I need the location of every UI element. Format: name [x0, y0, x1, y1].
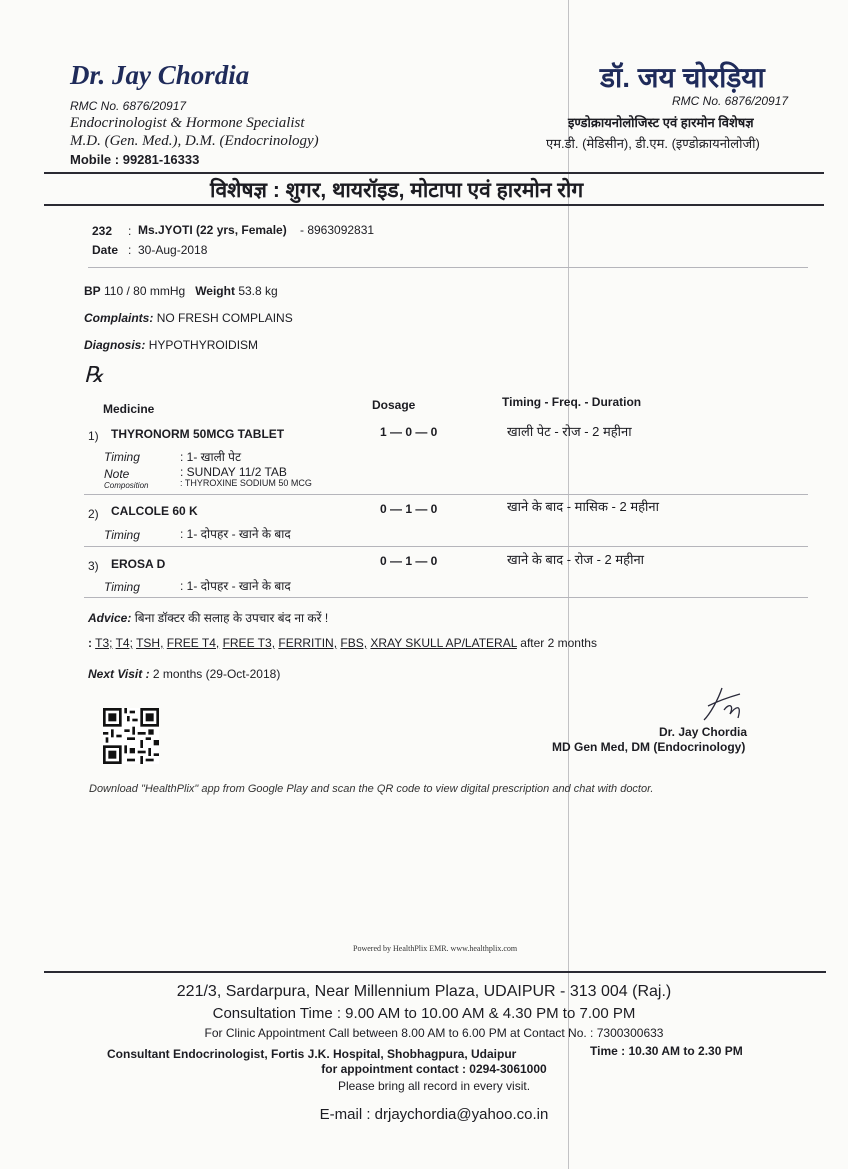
med-1-name: THYRONORM 50MCG TABLET	[111, 427, 285, 441]
advice-line	[88, 609, 328, 626]
complaints-label: Complaints:	[84, 311, 154, 325]
med-2-dosage: 0 — 1 — 0	[380, 502, 438, 516]
mobile-number: Mobile : 99281-16333	[70, 152, 200, 167]
diagnosis-label: Diagnosis:	[84, 338, 146, 352]
med-3-num: 3)	[88, 559, 99, 573]
test-xray: XRAY SKULL AP/LATERAL	[370, 636, 517, 650]
med-2-name: CALCOLE 60 K	[111, 504, 198, 518]
bp-label: BP	[84, 284, 101, 298]
med-1-note-label: Note	[104, 467, 130, 481]
footer-consultation: Consultation Time : 9.00 AM to 10.00 AM & 4.30 PM to 7.00 PM	[212, 1005, 636, 1022]
footer-appt-contact: for appointment contact : 0294-3061000	[321, 1062, 547, 1076]
footer-fortis-time: Time : 10.30 AM to 2.30 PM	[590, 1044, 743, 1058]
tests-prefix: :	[88, 636, 92, 650]
complaints-line	[84, 311, 293, 325]
rmc-hi: RMC No. 6876/20917	[672, 94, 789, 108]
med-2-divider	[84, 546, 808, 547]
complaints-value: NO FRESH COMPLAINS	[156, 311, 293, 325]
doctor-name-hi: डॉ. जय चोरड़िया	[600, 62, 765, 93]
med-1-timing: : 1- खाली पेट	[180, 450, 242, 464]
patient-id: 232	[92, 224, 113, 238]
next-visit-value: 2 months (29-Oct-2018)	[152, 667, 281, 681]
med-3-name: EROSA D	[111, 557, 166, 571]
patient-divider	[88, 267, 808, 268]
doctor-name-en: Dr. Jay Chordia	[70, 60, 250, 90]
tests-line	[88, 636, 597, 650]
test-ferritin: FERRITIN,	[278, 636, 338, 650]
med-3-dosage: 0 — 1 — 0	[380, 554, 438, 568]
rmc-en: RMC No. 6876/20917	[70, 99, 187, 113]
med-1-comp: : THYROXINE SODIUM 50 MCG	[180, 478, 312, 488]
advice-text: बिना डॉक्टर की सलाह के उपचार बंद ना करें !	[134, 611, 329, 625]
advice-label: Advice:	[88, 611, 132, 625]
bp-value: 110 / 80 mmHg	[104, 284, 186, 298]
specialty-en: Endocrinologist & Hormone Specialist	[70, 115, 305, 131]
specialty-banner: विशेषज्ञ : शुगर, थायरॉइड, मोटापा एवं हारमोन रोग	[210, 179, 584, 202]
header-dosage: Dosage	[372, 398, 416, 412]
test-tsh: TSH,	[136, 636, 164, 650]
med-3-timing: : 1- दोपहर - खाने के बाद	[180, 579, 291, 593]
patient-phone: - 8963092831	[300, 223, 375, 237]
med-1-divider	[84, 494, 808, 495]
signature-mark	[700, 684, 748, 726]
patient-info: Ms.JYOTI (22 yrs, Female)	[138, 223, 287, 237]
tests-suffix: after 2 months	[520, 636, 597, 650]
test-t3: T3;	[95, 636, 113, 650]
test-free-t3: FREE T3,	[222, 636, 276, 650]
signature-degree: MD Gen Med, DM (Endocrinology)	[552, 740, 746, 754]
med-2-num: 2)	[88, 507, 99, 521]
specialty-hi: इण्डोक्रायनोलोजिस्ट एवं हारमोन विशेषज्ञ	[568, 115, 754, 130]
med-3-timing-label: Timing	[104, 580, 140, 594]
test-fbs: FBS,	[340, 636, 368, 650]
vitals-line	[84, 284, 278, 298]
qr-code	[103, 708, 159, 764]
footer-rule	[44, 971, 826, 973]
footer-records: Please bring all record in every visit.	[337, 1079, 531, 1093]
date-sep: :	[128, 243, 132, 257]
med-3-freq: खाने के बाद - रोज - 2 महीना	[507, 552, 645, 567]
weight-value: 53.8 kg	[238, 284, 278, 298]
powered-by: Powered by HealthPlix EMR. www.healthplix.com	[353, 944, 518, 953]
signature-name: Dr. Jay Chordia	[659, 725, 748, 739]
header-medicine: Medicine	[103, 402, 155, 416]
banner-bottom-rule	[44, 204, 824, 206]
footer-address: 221/3, Sardarpura, Near Millennium Plaza, UDAIPUR - 313 004 (Raj.)	[176, 983, 672, 1000]
med-2-timing: : 1- दोपहर - खाने के बाद	[180, 527, 291, 541]
med-1-note: : SUNDAY 11/2 TAB	[180, 465, 287, 479]
next-visit-line	[88, 667, 280, 681]
med-1-num: 1)	[88, 429, 99, 443]
diagnosis-line	[84, 338, 258, 352]
med-1-dosage: 1 — 0 — 0	[380, 425, 438, 439]
med-3-divider	[84, 597, 808, 598]
diagnosis-value: HYPOTHYROIDISM	[148, 338, 259, 352]
med-2-timing-label: Timing	[104, 528, 140, 542]
patient-sep: :	[128, 224, 132, 238]
degrees-en: M.D. (Gen. Med.), D.M. (Endocrinology)	[70, 133, 319, 149]
med-2-freq: खाने के बाद - मासिक - 2 महीना	[507, 499, 659, 514]
test-free-t4: FREE T4,	[166, 636, 220, 650]
med-1-freq: खाली पेट - रोज - 2 महीना	[507, 424, 632, 439]
download-note: Download "HealthPlix" app from Google Play and scan the QR code to view digital prescription and chat with doctor.	[89, 783, 654, 795]
next-visit-label: Next Visit :	[88, 667, 150, 681]
visit-date: 30-Aug-2018	[138, 243, 208, 257]
header-timing: Timing - Freq. - Duration	[502, 395, 642, 409]
med-1-timing-label: Timing	[104, 450, 140, 464]
weight-label: Weight	[195, 284, 235, 298]
footer-appointment: For Clinic Appointment Call between 8.00 AM to 6.00 PM at Contact No. : 7300300633	[204, 1026, 664, 1040]
footer-email: E-mail : drjaychordia@yahoo.co.in	[319, 1106, 549, 1123]
rx-symbol: ℞	[84, 362, 104, 387]
footer-consultant: Consultant Endocrinologist, Fortis J.K. Hospital, Shobhagpura, Udaipur	[107, 1047, 517, 1061]
banner-top-rule	[44, 172, 824, 174]
date-label: Date	[92, 243, 119, 257]
degrees-hi: एम.डी. (मेडिसीन), डी.एम. (इण्डोक्रायनोलोजी)	[546, 136, 760, 151]
test-t4: T4;	[115, 636, 133, 650]
med-1-comp-label: Composition	[104, 481, 149, 490]
